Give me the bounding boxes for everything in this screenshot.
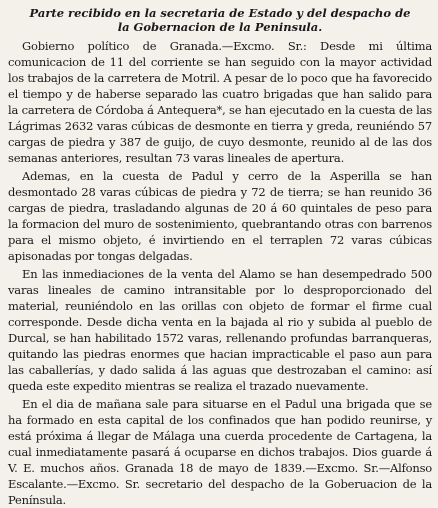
title-line: la Gobernacion de la Peninsula. [117, 20, 323, 34]
paragraph: Ademas, en la cuesta de Padul y cerro de la Asperilla se han desmontado 28 varas cúbicas de piedra y 72 de tierra; se han reunido 36 cargas de piedra, trasladando algunas de 20 á 60 quintales de peso para la formacion del muro de sostenimiento, quebrantando otras con barrenos para el mismo objeto, é invirtiendo en el terraplen 72 varas cúbicas apisonadas por tongas delgadas. [8, 169, 432, 263]
paragraph: Gobierno político de Granada.—Excmo. Sr.: Desde mi última comunicacion de 11 del corriente se han seguido con la mayor actividad los trabajos de la carretera de Motril. A pesar de lo poco que ha favorecido el tiempo y de haberse separado las cuatro brigadas que han salido para la carretera de Córdoba á Antequera*, se han ejecutado en la cuesta de las Lágrimas 2632 varas cúbicas de desmonte en tierra y greda, reuniéndo 57 cargas de piedra y 387 de guijo, de cuyo desmonte, reunido al de las dos semanas anteriores, resultan 73 varas lineales de apertura. [8, 39, 432, 165]
paragraph: En el dia de mañana sale para situarse en el Padul una brigada que se ha formado en esta capital de los confinados que han podido reunirse, y está próxima á llegar de Málaga una cuerda procedente de Cartagena, la cual inmediatamente pasará á ocuparse en dichos trabajos. Dios guarde á V. E. muchos años. Granada 18 de mayo de 1839.—Excmo. Sr.—Alfonso Escalante.—Excmo. Sr. secretario del despacho de la Goberuacion de la Península. [8, 397, 432, 507]
title-line: Parte recibido en la secretaria de Estado y del despacho de [29, 6, 411, 20]
document-title [8, 6, 432, 34]
paragraph: En las inmediaciones de la venta del Alamo se han desempedrado 500 varas lineales de camino intransitable por lo desproporcionado del material, reuniéndolo en las orillas con objeto de formar el firme cual corresponde. Desde dicha venta en la bajada al rio y subida al pueblo de Durcal, se han habilitado 1572 varas, rellenando profundas barranqueras, quitando las piedras enormes que hacian impracticable el paso aun para las caballerías, y dado salida á las aguas que destrozaban el camino: así queda este expedito mientras se realiza el trazado nuevamente. [8, 267, 432, 393]
document-body [8, 38, 432, 508]
